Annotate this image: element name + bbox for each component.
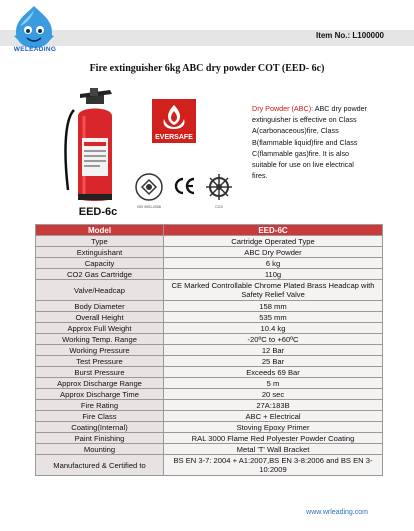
table-row — [36, 334, 383, 345]
table-row — [36, 367, 383, 378]
row-value: 6 kg — [164, 258, 383, 269]
ce-mark-icon — [174, 177, 196, 195]
table-row — [36, 444, 383, 455]
table-row — [36, 345, 383, 356]
ccs-cert-label: CCS — [215, 205, 223, 209]
table-header-model: Model — [36, 225, 164, 236]
row-value: Cartridge Operated Type — [164, 236, 383, 247]
logo-text: WELEADING — [13, 46, 57, 53]
row-label: Fire Rating — [36, 400, 164, 411]
table-header-row — [36, 225, 383, 236]
table-row — [36, 389, 383, 400]
table-row — [36, 269, 383, 280]
row-value: Stoving Epoxy Primer — [164, 422, 383, 433]
row-value: Exceeds 69 Bar — [164, 367, 383, 378]
iso-certification-icon — [134, 172, 164, 202]
row-label: Coating(Internal) — [36, 422, 164, 433]
iso-cert-label: ISO 9001:2008 — [137, 205, 161, 209]
row-value: 110g — [164, 269, 383, 280]
row-label: Extinguishant — [36, 247, 164, 258]
row-label: Fire Class — [36, 411, 164, 422]
table-row — [36, 422, 383, 433]
row-value: 535 mm — [164, 312, 383, 323]
table-row — [36, 312, 383, 323]
row-label: Paint Finishing — [36, 433, 164, 444]
row-label: Test Pressure — [36, 356, 164, 367]
table-row — [36, 323, 383, 334]
specification-table — [35, 224, 383, 476]
row-value: RAL 3000 Flame Red Polyester Powder Coating — [164, 433, 383, 444]
row-label: Body Diameter — [36, 301, 164, 312]
table-row — [36, 247, 383, 258]
eversafe-logo-text: EVERSAFE — [155, 134, 193, 141]
row-value: 158 mm — [164, 301, 383, 312]
product-code: EED-6c — [78, 206, 118, 218]
table-row — [36, 258, 383, 269]
row-value: 5 m — [164, 378, 383, 389]
product-description — [252, 103, 370, 181]
row-value: ABC Dry Powder — [164, 247, 383, 258]
fire-extinguisher-image — [60, 86, 130, 206]
row-label: Type — [36, 236, 164, 247]
description-body: ABC dry powder extinguisher is effective on Class A(carbonaceous)fire, Class B(flammable liquid)fire and Class C(flammable gas)fire. It is also suitable for use on live electrical fires. — [252, 104, 368, 181]
row-label: Approx Full Weight — [36, 323, 164, 334]
row-label: Working Pressure — [36, 345, 164, 356]
table-row — [36, 411, 383, 422]
row-label: Overall Height — [36, 312, 164, 323]
description-highlight: Dry Powder (ABC): — [252, 104, 314, 113]
row-value: 25 Bar — [164, 356, 383, 367]
table-row — [36, 400, 383, 411]
table-row — [36, 280, 383, 301]
table-row — [36, 301, 383, 312]
ship-wheel-certification-icon — [204, 172, 234, 202]
row-label: Manufactured & Certified to — [36, 455, 164, 476]
row-label: Mounting — [36, 444, 164, 455]
table-row — [36, 455, 383, 476]
eversafe-logo — [152, 99, 196, 143]
row-value: ABC + Electrical — [164, 411, 383, 422]
row-label: Valve/Headcap — [36, 280, 164, 301]
table-row — [36, 236, 383, 247]
table-row — [36, 433, 383, 444]
table-row — [36, 356, 383, 367]
row-label: Working Temp. Range — [36, 334, 164, 345]
row-value: CE Marked Controllable Chrome Plated Brass Headcap with Safety Relief Valve — [164, 280, 383, 301]
row-value: BS EN 3-7: 2004 + A1:2007,BS EN 3-8:2006 and BS EN 3-10:2009 — [164, 455, 383, 476]
row-label: Approx Discharge Range — [36, 378, 164, 389]
row-value: Metal 'T' Wall Bracket — [164, 444, 383, 455]
row-value: -20ºC to +60ºC — [164, 334, 383, 345]
row-label: CO2 Gas Cartridge — [36, 269, 164, 280]
row-label: Capacity — [36, 258, 164, 269]
row-value: 27A:183B — [164, 400, 383, 411]
page-title: Fire extinguisher 6kg ABC dry powder COT (EED- 6c) — [89, 63, 325, 74]
footer-website-link[interactable]: www.wrleading.com — [306, 509, 368, 516]
table-header-model-code: EED-6C — [164, 225, 383, 236]
row-label: Burst Pressure — [36, 367, 164, 378]
item-number: Item No.: L100000 — [315, 31, 384, 40]
row-value: 12 Bar — [164, 345, 383, 356]
row-value: 10.4 kg — [164, 323, 383, 334]
row-label: Approx Discharge Time — [36, 389, 164, 400]
row-value: 20 sec — [164, 389, 383, 400]
table-row — [36, 378, 383, 389]
